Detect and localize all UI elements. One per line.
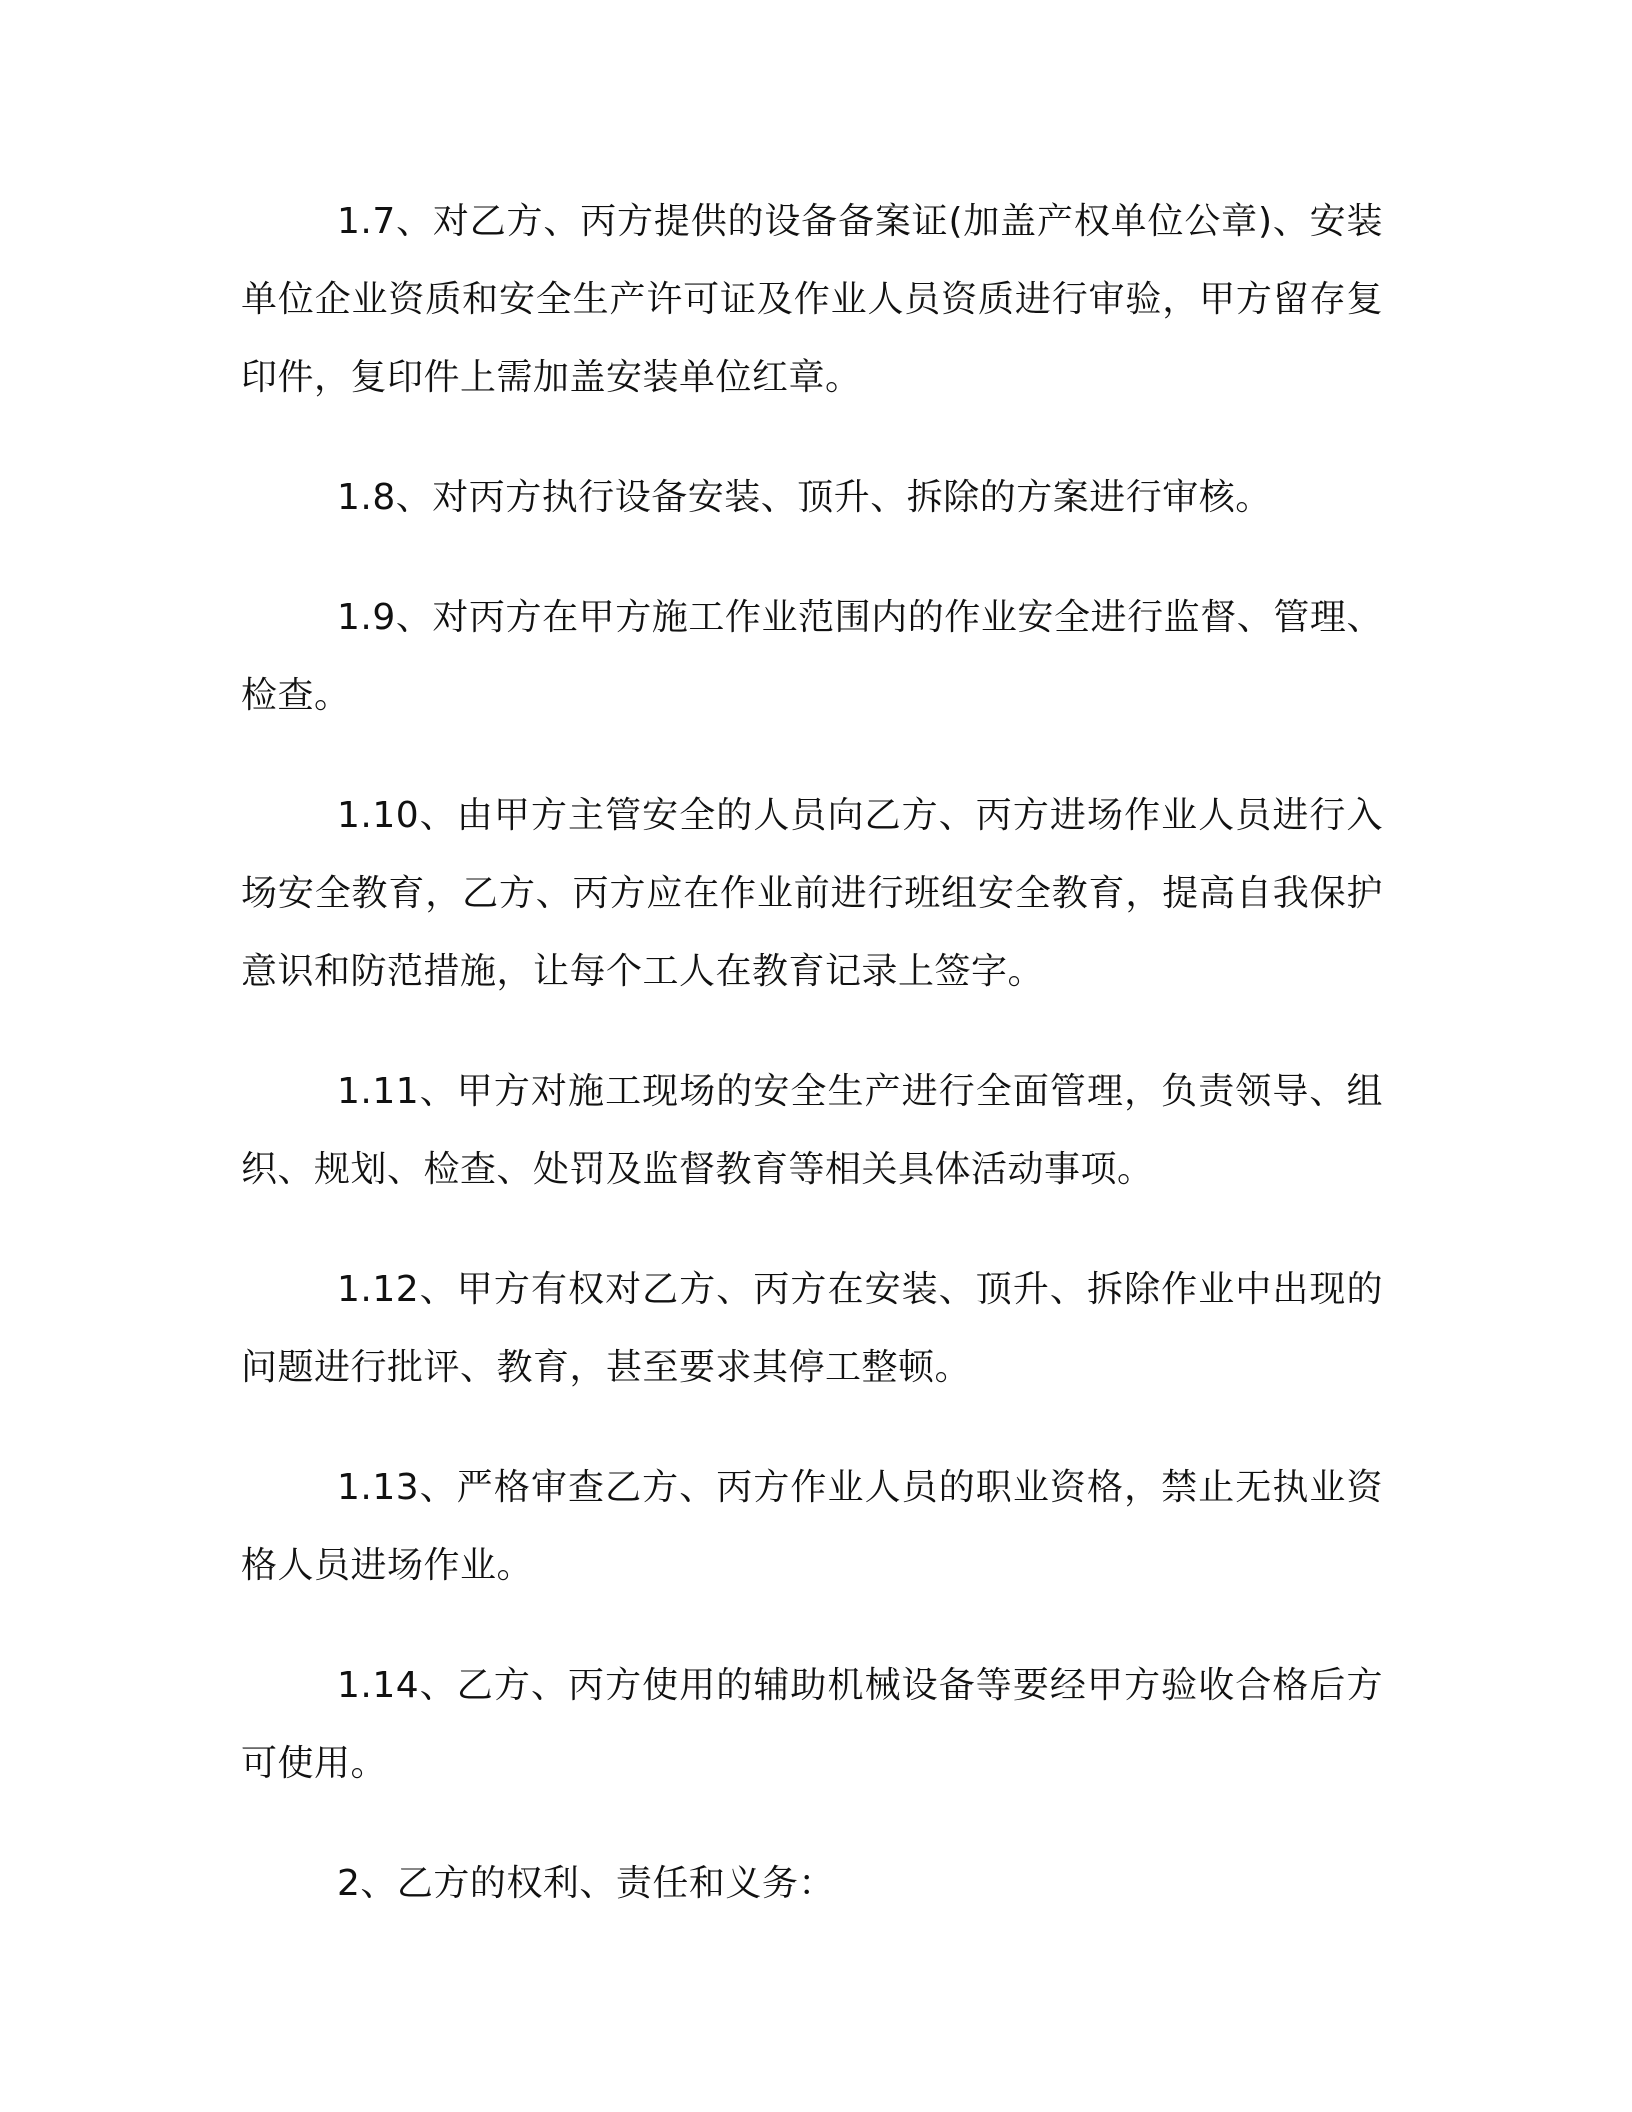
paragraph-1-14: 1.14、乙方、丙方使用的辅助机械设备等要经甲方验收合格后方可使用。 — [241, 1665, 1383, 1784]
paragraph-1-9: 1.9、对丙方在甲方施工作业范围内的作业安全进行监督、管理、检查。 — [241, 597, 1383, 716]
section-heading-2: 2、乙方的权利、责任和义务： — [337, 1863, 835, 1904]
paragraph-1-13: 1.13、严格审查乙方、丙方作业人员的职业资格，禁止无执业资格人员进场作业。 — [241, 1467, 1383, 1586]
document-body — [241, 183, 1383, 1965]
paragraph-1-11: 1.11、甲方对施工现场的安全生产进行全面管理，负责领导、组织、规划、检查、处罚及监督教育等相关具体活动事项。 — [241, 1071, 1383, 1190]
paragraph-1-12: 1.12、甲方有权对乙方、丙方在安装、顶升、拆除作业中出现的问题进行批评、教育，甚至要求其停工整顿。 — [241, 1269, 1383, 1388]
paragraph-1-10: 1.10、由甲方主管安全的人员向乙方、丙方进场作业人员进行入场安全教育，乙方、丙方应在作业前进行班组安全教育，提高自我保护意识和防范措施，让每个工人在教育记录上签字。 — [241, 795, 1383, 992]
paragraph-1-7: 1.7、对乙方、丙方提供的设备备案证(加盖产权单位公章)、安装单位企业资质和安全生产许可证及作业人员资质进行审验，甲方留存复印件，复印件上需加盖安装单位红章。 — [241, 201, 1383, 398]
paragraph-1-8: 1.8、对丙方执行设备安装、顶升、拆除的方案进行审核。 — [337, 477, 1272, 518]
